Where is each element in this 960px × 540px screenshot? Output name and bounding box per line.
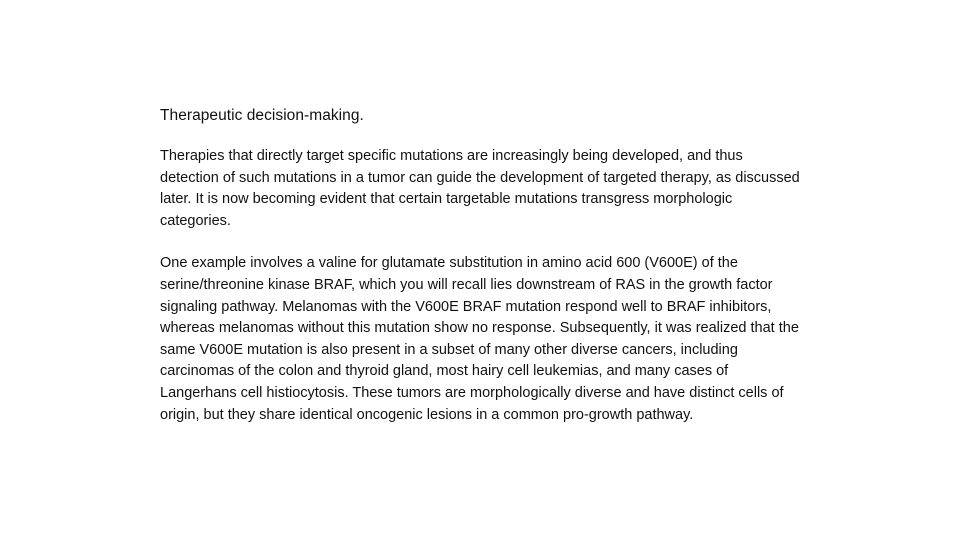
slide-content (160, 104, 800, 426)
body-paragraph-2: One example involves a valine for glutamate substitution in amino acid 600 (V600E) of the serine/threonine kinase BRAF, which you will recall lies downstream of RAS in the growth factor signaling pathway. Melanomas with the V600E BRAF mutation respond well to BRAF inhibitors, whereas melanomas without this mutation show no response. Subsequently, it was realized that the same V600E mutation is also present in a subset of many other diverse cancers, including carcinomas of the colon and thyroid gland, most hairy cell leukemias, and many cases of Langerhans cell histiocytosis. These tumors are morphologically diverse and have distinct cells of origin, but they share identical oncogenic lesions in a common pro-growth pathway. (160, 255, 799, 423)
body-paragraph-1: Therapies that directly target specific mutations are increasingly being developed, and thus detection of such mutations in a tumor can guide the development of targeted therapy, as discussed later. It is now becoming evident that certain targetable mutations transgress morphologic categories. (160, 148, 800, 229)
slide-title: Therapeutic decision-making. (160, 107, 364, 124)
